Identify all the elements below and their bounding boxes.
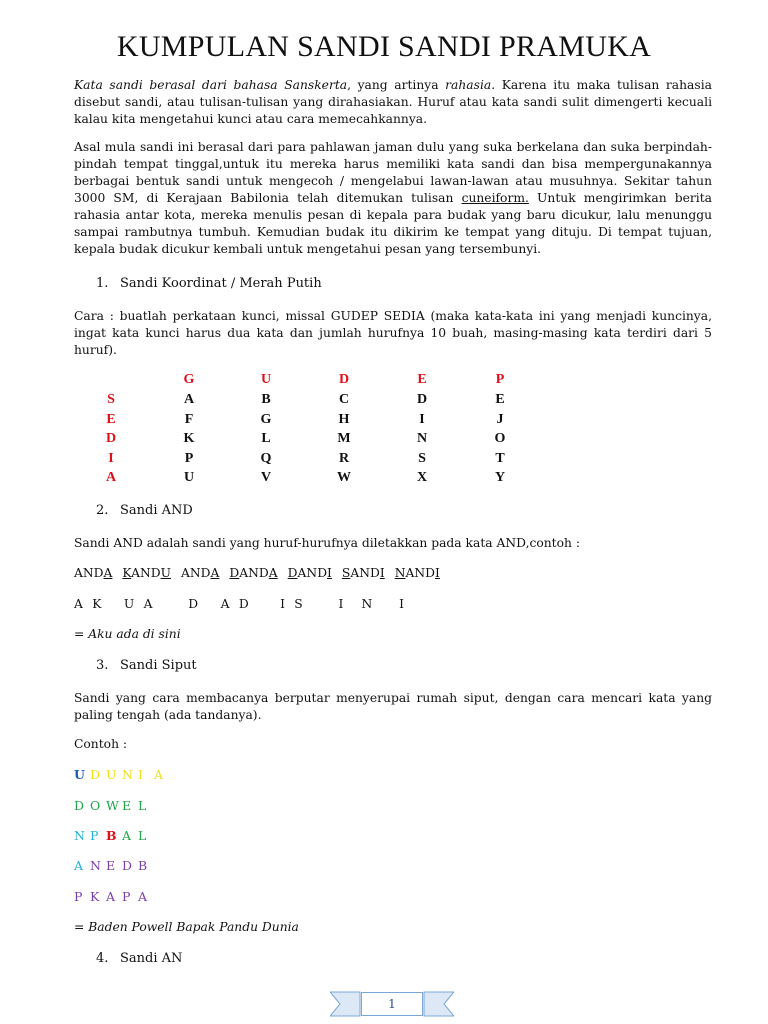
page-title: KUMPULAN SANDI SANDI PRAMUKA [116,30,652,63]
section-3-number: 3. [96,658,109,673]
and-example-word: DANDA [229,566,278,580]
row-key: A [105,470,117,485]
section-4-number: 4. [96,951,109,966]
section-2-title: Sandi AND [120,503,193,518]
cipher-cell: K [183,431,195,446]
section-3-description: Sandi yang cara membacanya berputar menyerupai rumah siput, dengan cara mencari kata yang paling tengah (ada tandanya). [74,691,712,722]
siput-row [74,889,154,904]
column-key: E [417,372,427,387]
siput-letter: N [90,858,101,873]
column-key: D [338,372,350,387]
cipher-cell: U [183,470,195,485]
and-example-word: SANDI [341,566,385,580]
siput-letter: W [106,798,119,813]
siput-letter: A [138,889,148,904]
cipher-cell: J [496,412,504,427]
and-example-word: ANDA [181,566,220,580]
cipher-cell: T [495,451,505,466]
siput-letter: B [138,858,148,873]
section-2-number: 2. [96,503,109,518]
cipher-cell: P [184,451,194,466]
intro-paragraph-1 [74,77,712,128]
intro-italic-2: rahasia [445,78,492,92]
intro-italic-1: Kata sandi berasal dari bahasa Sanskerta [74,78,348,92]
and-cipher-line: A K U A D A D I S I N I [74,597,405,611]
section-3-title: Sandi Siput [120,658,197,673]
siput-row [74,828,154,843]
intro-p2-text-2: Untuk mengirimkan berita rahasia antar kota, mereka menulis pesan di kepala para budak yang baru dicukur, lalu menunggu sampai rambutnya tumbuh. Kemudian budak itu dikirim ke tempat yang dituju. Di tempat tujuan, kepala budak dicukur kembali untuk mengetahui pesan yang tersembunyi. [74,191,712,256]
siput-letter: D [74,798,85,813]
siput-letter: D [90,767,101,782]
cipher-cell: F [184,412,194,427]
section-1-title: Sandi Koordinat / Merah Putih [120,276,322,291]
siput-letter: U [74,767,85,782]
cipher-cell: D [416,392,428,407]
section-3-heading [96,658,197,673]
cipher-cell: X [416,470,428,485]
cipher-cell: Y [494,470,506,485]
and-example-words [74,566,450,580]
cipher-cell: G [260,412,272,427]
row-key: D [105,431,117,446]
siput-letter: E [122,798,132,813]
siput-letter: U [106,767,117,782]
siput-letter: K [90,889,100,904]
siput-letter: N [122,767,133,782]
and-example-word: DANDI [287,566,332,580]
cipher-cell: I [419,412,425,427]
intro-p2-text-1: Asal mula sandi ini berasal dari para pahlawan jaman dulu yang suka berkelana dan suka berpindah-pindah tempat tinggal,untuk itu mereka harus memiliki kata sandi dan bisa mempergunakannya berbagai bentuk sandi untuk mengecoh / mengelabui lawan-lawan atau musuhnya. Sekitar tahun 3000 SM, di Kerajaan Babilonia telah ditemukan tulisan [74,140,712,205]
section-2-heading [96,503,193,518]
and-example-word: KANDU [122,566,171,580]
intro-text-1: , yang artinya [347,78,446,92]
cipher-cell: S [418,451,426,466]
cipher-cell: E [495,392,505,407]
section-4-title: Sandi AN [120,951,183,966]
siput-letter: A [106,889,116,904]
cipher-cell: M [337,431,351,446]
cipher-cell: Q [260,451,272,466]
siput-letter: I [138,767,143,782]
section-4-heading [96,951,182,966]
siput-letter: E [106,858,116,873]
siput-letter: A [74,858,84,873]
siput-letter: B [106,828,117,843]
cipher-cell: C [338,392,350,407]
section-3-contoh: Contoh : [74,737,128,751]
siput-letter: L [138,798,147,813]
intro-paragraph-2 [74,139,712,258]
siput-result: = Baden Powell Bapak Pandu Dunia [74,920,299,934]
siput-letter: P [122,889,131,904]
section-2-description: Sandi AND adalah sandi yang huruf-hurufnya diletakkan pada kata AND,contoh : [74,536,581,550]
and-result: = Aku ada di sini [74,627,181,641]
siput-letter: O [90,798,101,813]
siput-row [74,798,154,813]
page-number: 1 [361,992,423,1016]
row-key: E [106,412,116,427]
cipher-cell: B [261,392,271,407]
cipher-cell: V [260,470,272,485]
row-key: I [108,451,114,466]
siput-letter: A [122,828,132,843]
siput-letter: A [154,767,164,782]
cipher-cell: O [494,431,506,446]
cipher-cell: N [416,431,428,446]
siput-row [74,767,170,782]
cipher-cell: R [338,451,350,466]
cuneiform-link[interactable]: cuneiform. [461,191,529,205]
cipher-cell: W [337,470,351,485]
cipher-cell: L [261,431,271,446]
cipher-cell: H [338,412,350,427]
section-1-heading [96,276,322,291]
intro-text-2: . Karena itu maka tulisan rahasia disebut sandi, atau tulisan-tulisan yang dirahasiakan. Huruf atau kata sandi sulit dimengerti kecuali kalau kita mengetahui kunci atau cara memecahkannya. [74,78,712,126]
siput-letter: D [122,858,133,873]
siput-letter: P [90,828,99,843]
column-key: P [495,372,505,387]
section-1-description: Cara : buatlah perkataan kunci, missal GUDEP SEDIA (maka kata-kata ini yang menjadi kuncinya, ingat kata kunci harus dua kata dan jumlah hurufnya 10 buah, masing-masing kata terdiri dari 5 huruf). [74,309,712,357]
and-example-word: ANDA [74,566,113,580]
column-key: G [183,372,195,387]
and-example-word: NANDI [394,566,440,580]
siput-letter: P [74,889,83,904]
siput-letter: L [138,828,147,843]
siput-row [74,858,154,873]
siput-letter: N [74,828,85,843]
column-key: U [260,372,272,387]
section-1-number: 1. [96,276,109,291]
row-key: S [107,392,115,407]
cipher-cell: A [183,392,195,407]
